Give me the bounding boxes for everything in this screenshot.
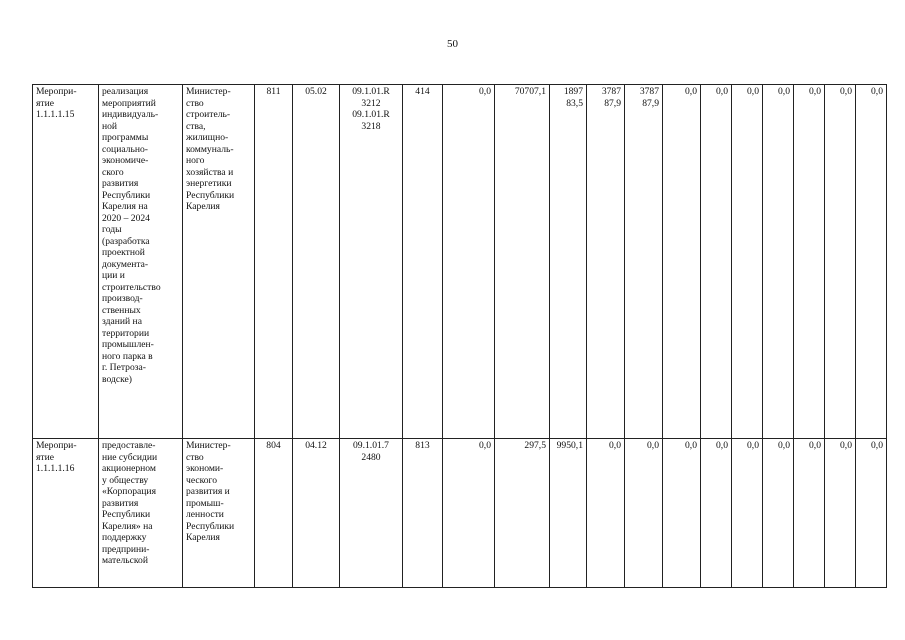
grbs-code-cell: 804 <box>255 439 293 588</box>
cell-line: 9950,1 <box>556 440 583 451</box>
cell-line: строительство <box>102 281 161 293</box>
cell-line: 0,0 <box>685 86 697 97</box>
cell-line: ного парка в <box>102 350 153 362</box>
value-cell <box>443 439 495 588</box>
page-number: 50 <box>447 38 458 50</box>
cell-line: 0,0 <box>840 440 852 451</box>
cell-line: развития <box>102 497 139 509</box>
cell-line: мероприятий <box>102 97 156 109</box>
value-cell <box>701 85 732 439</box>
cell-line: 3218 <box>361 120 381 132</box>
cell-line: 2480 <box>361 451 381 463</box>
cell-line: ство <box>186 97 204 109</box>
value-cell <box>763 85 794 439</box>
cell-line: предприни- <box>102 543 150 555</box>
cell-line: 87,9 <box>642 97 659 109</box>
event-description-cell <box>99 85 183 439</box>
cell-line: 0,0 <box>809 86 821 97</box>
cell-line: ства, <box>186 120 206 132</box>
cell-line: 0,0 <box>778 440 790 451</box>
cell-line: 0,0 <box>747 440 759 451</box>
cell-line: Карелия» на <box>102 520 153 532</box>
cell-line: 87,9 <box>604 97 621 109</box>
cell-line: промышлен- <box>102 339 154 350</box>
cell-line: 09.1.01.7 <box>353 440 389 451</box>
cell-line: годы <box>102 224 122 235</box>
cell-line: мательской <box>102 555 148 566</box>
cell-line: Карелия на <box>102 201 148 212</box>
value-cell <box>825 85 856 439</box>
cell-line: Республики <box>102 509 151 520</box>
cell-line: ятие <box>36 451 54 463</box>
cell-line: 1.1.1.1.15 <box>36 109 75 120</box>
cell-line: 0,0 <box>871 86 883 97</box>
cell-line: водске) <box>102 373 132 385</box>
value-cell <box>856 439 887 588</box>
cell-line: у обществу <box>102 474 149 486</box>
cell-line: 09.1.01.R <box>352 86 390 97</box>
value-cell <box>825 439 856 588</box>
cell-line: строитель- <box>186 109 231 120</box>
cell-line: Карелия <box>186 532 220 543</box>
value-cell <box>732 439 763 588</box>
cell-line: социально- <box>102 143 148 155</box>
cell-line: ского <box>102 166 124 178</box>
cell-line: промыш- <box>186 497 224 509</box>
cell-line: ство <box>186 451 204 463</box>
cell-line: ной <box>102 120 118 132</box>
value-cell <box>794 85 825 439</box>
cell-line: экономи- <box>186 463 224 474</box>
cell-line: Министер- <box>186 440 231 451</box>
cell-line: 70707,1 <box>514 86 546 97</box>
cell-line: индивидуаль- <box>102 109 159 120</box>
cell-line: производ- <box>102 293 143 304</box>
cell-line: 0,0 <box>716 440 728 451</box>
cell-line: 0,0 <box>479 440 491 451</box>
cell-line: 0,0 <box>716 86 728 97</box>
vr-code-cell: 813 <box>403 439 443 588</box>
value-cell <box>587 85 625 439</box>
table-row <box>33 439 905 588</box>
cell-line: развития и <box>186 486 230 497</box>
cell-line: коммуналь- <box>186 143 234 155</box>
vr-code-cell: 414 <box>403 85 443 439</box>
cell-line: Карелия <box>186 201 220 212</box>
cell-line: экономиче- <box>102 155 149 166</box>
cell-line: 1897 <box>563 86 583 97</box>
cell-line: 0,0 <box>685 440 697 451</box>
cell-line: 0,0 <box>778 86 790 97</box>
value-cell <box>587 439 625 588</box>
value-cell <box>495 85 550 439</box>
cell-line: предоставле- <box>102 440 156 451</box>
cell-line: 0,0 <box>647 440 659 451</box>
value-cell <box>625 85 663 439</box>
executor-cell <box>183 439 255 588</box>
event-name-cell <box>33 439 99 588</box>
cell-line: развития <box>102 178 139 189</box>
cell-line: реализация <box>102 86 149 97</box>
cell-line: (разработка <box>102 235 150 247</box>
cell-line: г. Петроза- <box>102 362 146 373</box>
value-cell <box>663 439 701 588</box>
cell-line: ятие <box>36 97 54 109</box>
cell-line: Министер- <box>186 86 231 97</box>
value-cell <box>732 85 763 439</box>
rzpr-code-cell: 04.12 <box>293 439 340 588</box>
value-cell <box>794 439 825 588</box>
value-cell <box>550 85 587 439</box>
cell-line: проектной <box>102 247 145 258</box>
cell-line: 3212 <box>361 97 381 109</box>
cell-line: акционерном <box>102 463 156 474</box>
value-cell <box>763 439 794 588</box>
cell-line: программы <box>102 132 149 143</box>
budget-table <box>32 84 905 588</box>
table-body <box>33 85 905 588</box>
cell-line: 0,0 <box>809 440 821 451</box>
cell-line: ции и <box>102 270 125 281</box>
cell-line: Республики <box>102 189 151 201</box>
cell-line: ственных <box>102 304 141 316</box>
cell-line: 09.1.01.R <box>352 109 390 120</box>
table-row <box>33 85 905 439</box>
cell-line: 297,5 <box>524 440 546 451</box>
csr-code-cell <box>340 439 403 588</box>
cell-line: энергетики <box>186 178 232 189</box>
cell-line: Республики <box>186 189 235 201</box>
cell-line: 0,0 <box>479 86 491 97</box>
cell-line: зданий на <box>102 316 142 327</box>
event-name-cell <box>33 85 99 439</box>
cell-line: 0,0 <box>840 86 852 97</box>
value-cell <box>550 439 587 588</box>
rzpr-code-cell: 05.02 <box>293 85 340 439</box>
executor-cell <box>183 85 255 439</box>
cell-line: Республики <box>186 520 235 532</box>
cell-line: ческого <box>186 474 218 486</box>
value-cell <box>495 439 550 588</box>
value-cell <box>856 85 887 439</box>
cell-line: 83,5 <box>566 97 583 109</box>
cell-line: хозяйства и <box>186 166 234 178</box>
value-cell <box>625 439 663 588</box>
cell-line: поддержку <box>102 532 147 543</box>
cell-line: ленности <box>186 509 224 520</box>
cell-line: Меропри- <box>36 440 77 451</box>
cell-line: жилищно- <box>186 132 229 143</box>
csr-code-cell <box>340 85 403 439</box>
cell-line: ного <box>186 155 205 166</box>
cell-line: 3787 <box>639 86 659 97</box>
cell-line: 0,0 <box>609 440 621 451</box>
cell-line: 2020 – 2024 <box>102 212 150 224</box>
cell-line: документа- <box>102 258 149 270</box>
value-cell <box>663 85 701 439</box>
cell-line: 0,0 <box>747 86 759 97</box>
cell-line: 0,0 <box>871 440 883 451</box>
cell-line: «Корпорация <box>102 486 156 497</box>
event-description-cell <box>99 439 183 588</box>
cell-line: 1.1.1.1.16 <box>36 463 75 474</box>
grbs-code-cell: 811 <box>255 85 293 439</box>
cell-line: Меропри- <box>36 86 77 97</box>
cell-line: ние субсидии <box>102 451 158 463</box>
cell-line: 3787 <box>601 86 621 97</box>
value-cell <box>443 85 495 439</box>
value-cell <box>701 439 732 588</box>
cell-line: территории <box>102 327 150 339</box>
